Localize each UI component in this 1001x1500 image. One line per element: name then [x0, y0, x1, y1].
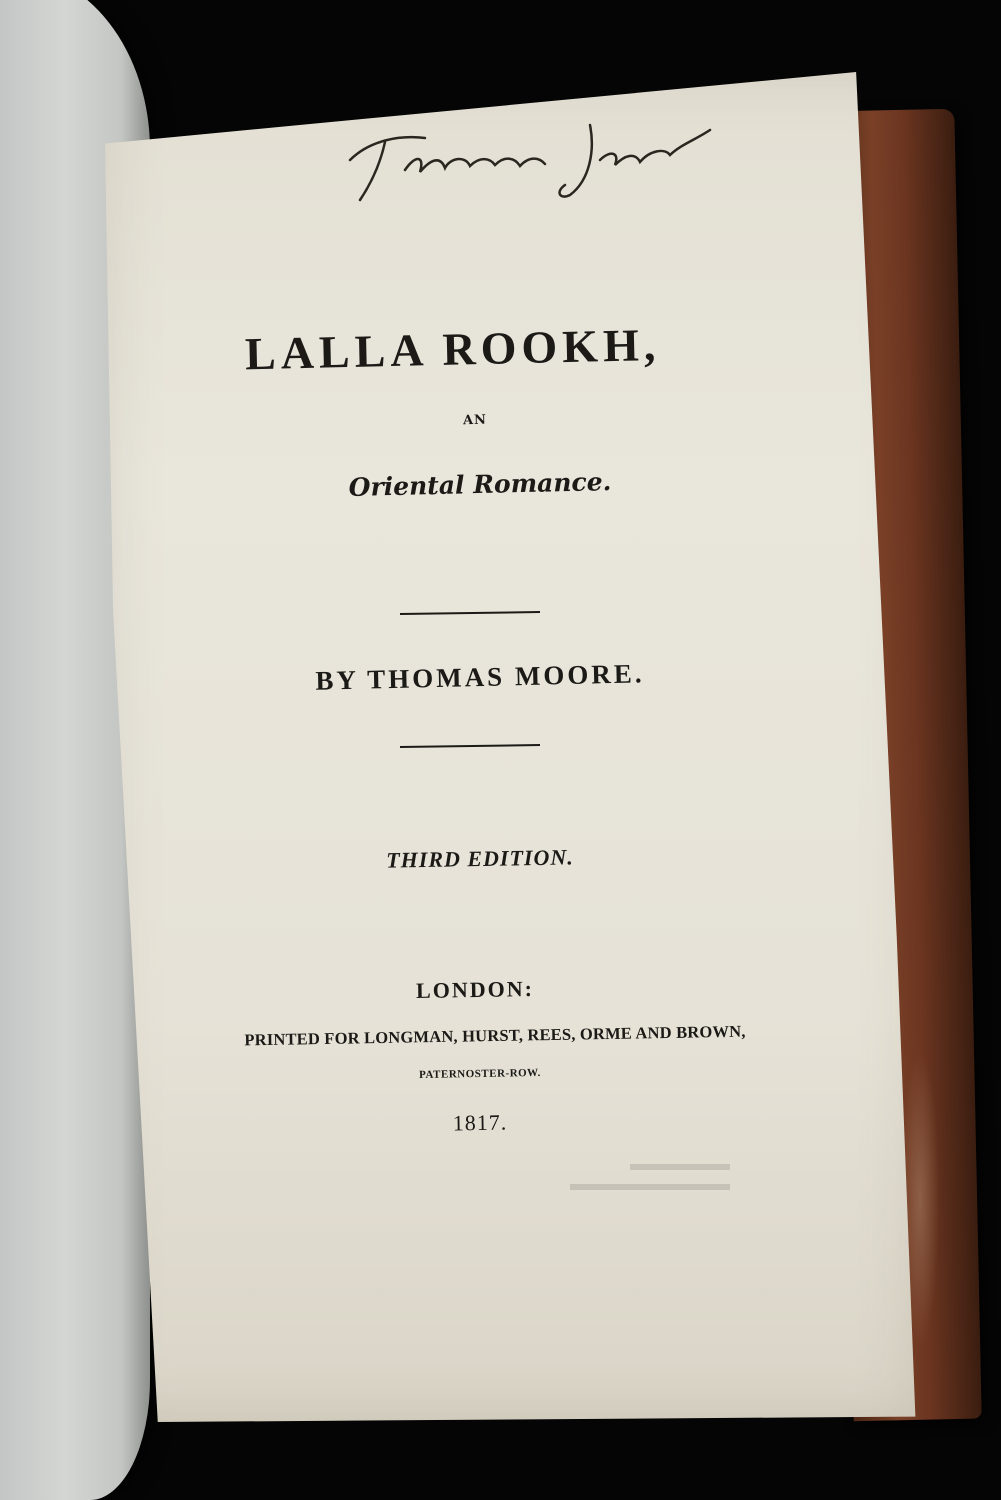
imprint-printer: PRINTED FOR LONGMAN, HURST, REES, ORME AND BROWN, [244, 1021, 746, 1050]
book-edition: THIRD EDITION. [385, 844, 574, 873]
bleed-through-text [560, 1160, 740, 1200]
title-connector: AN [462, 412, 488, 429]
imprint-street: PATERNOSTER-ROW. [418, 1066, 541, 1082]
book-subtitle: Oriental Romance. [348, 467, 612, 502]
handwritten-signature [330, 100, 730, 210]
imprint-year: 1817. [452, 1109, 508, 1136]
title-page [105, 72, 917, 1422]
book-title: LALLA ROOKH, [244, 318, 661, 380]
book-author: BY THOMAS MOORE. [315, 658, 645, 696]
imprint-city: LONDON: [415, 975, 535, 1004]
